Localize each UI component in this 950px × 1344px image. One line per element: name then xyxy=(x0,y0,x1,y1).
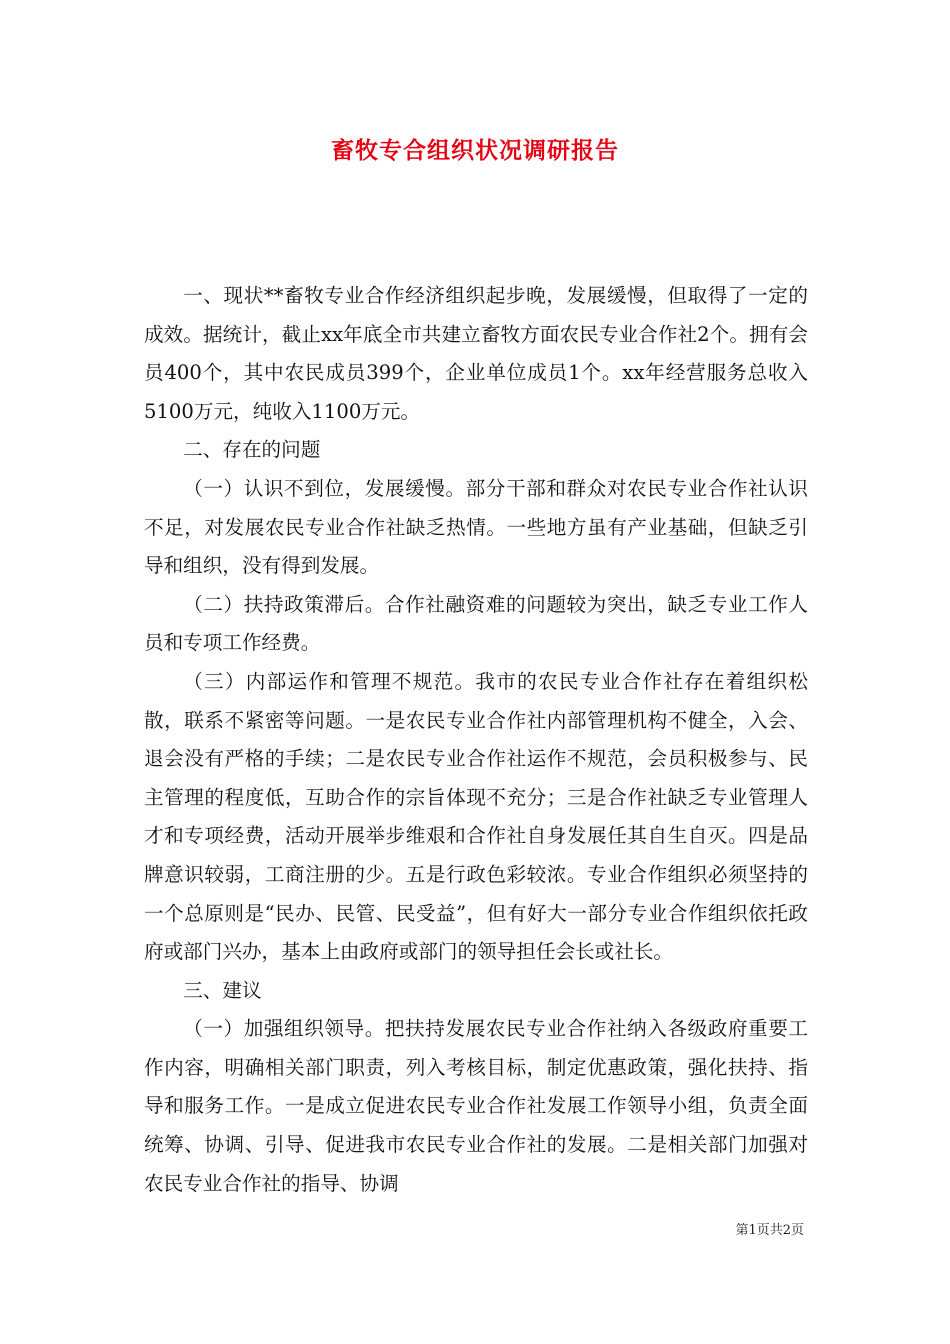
document-body xyxy=(144,277,808,1203)
page-number: 第1页共2页 xyxy=(735,1223,804,1238)
paragraph-problem-2: （二）扶持政策滞后。合作社融资难的问题较为突出，缺乏专业工作人员和专项工作经费。 xyxy=(144,592,808,655)
document-title: 畜牧专合组织状况调研报告 xyxy=(331,137,619,164)
paragraph-suggestion-1: （一）加强组织领导。把扶持发展农民专业合作社纳入各级政府重要工作内容，明确相关部门职责，列入考核目标，制定优惠政策，强化扶持、指导和服务工作。一是成立促进农民专业合作社发展工作领导小组，负责全面统筹、协调、引导、促进我市农民专业合作社的发展。二是相关部门加强对农民专业合作社的指导、协调 xyxy=(144,1017,808,1195)
paragraph-problem-3: （三）内部运作和管理不规范。我市的农民专业合作社存在着组织松散，联系不紧密等问题。一是农民专业合作社内部管理机构不健全，入会、退会没有严格的手续；二是农民专业合作社运作不规范，会员积极参与、民主管理的程度低，互助合作的宗旨体现不充分；三是合作社缺乏专业管理人才和专项经费，活动开展举步维艰和合作社自身发展任其自生自灭。四是品牌意识较弱，工商注册的少。五是行政色彩较浓。专业合作组织必须坚持的一个总原则是“民办、民管、民受益”，但有好大一部分专业合作组织依托政府或部门兴办，基本上由政府或部门的领导担任会长或社长。 xyxy=(144,669,808,964)
paragraph-current-status: 一、现状**畜牧专业合作经济组织起步晚，发展缓慢，但取得了一定的成效。据统计，截止xx年底全市共建立畜牧方面农民专业合作社2个。拥有会员400个，其中农民成员399个，企业单位成员1个。xx年经营服务总收入5100万元，纯收入1100万元。 xyxy=(144,284,808,423)
heading-existing-problems: 二、存在的问题 xyxy=(183,438,321,462)
paragraph-problem-1: （一）认识不到位，发展缓慢。部分干部和群众对农民专业合作社认识不足，对发展农民专业合作社缺乏热情。一些地方虽有产业基础，但缺乏引导和组织，没有得到发展。 xyxy=(144,476,808,578)
heading-suggestions: 三、建议 xyxy=(183,978,262,1002)
